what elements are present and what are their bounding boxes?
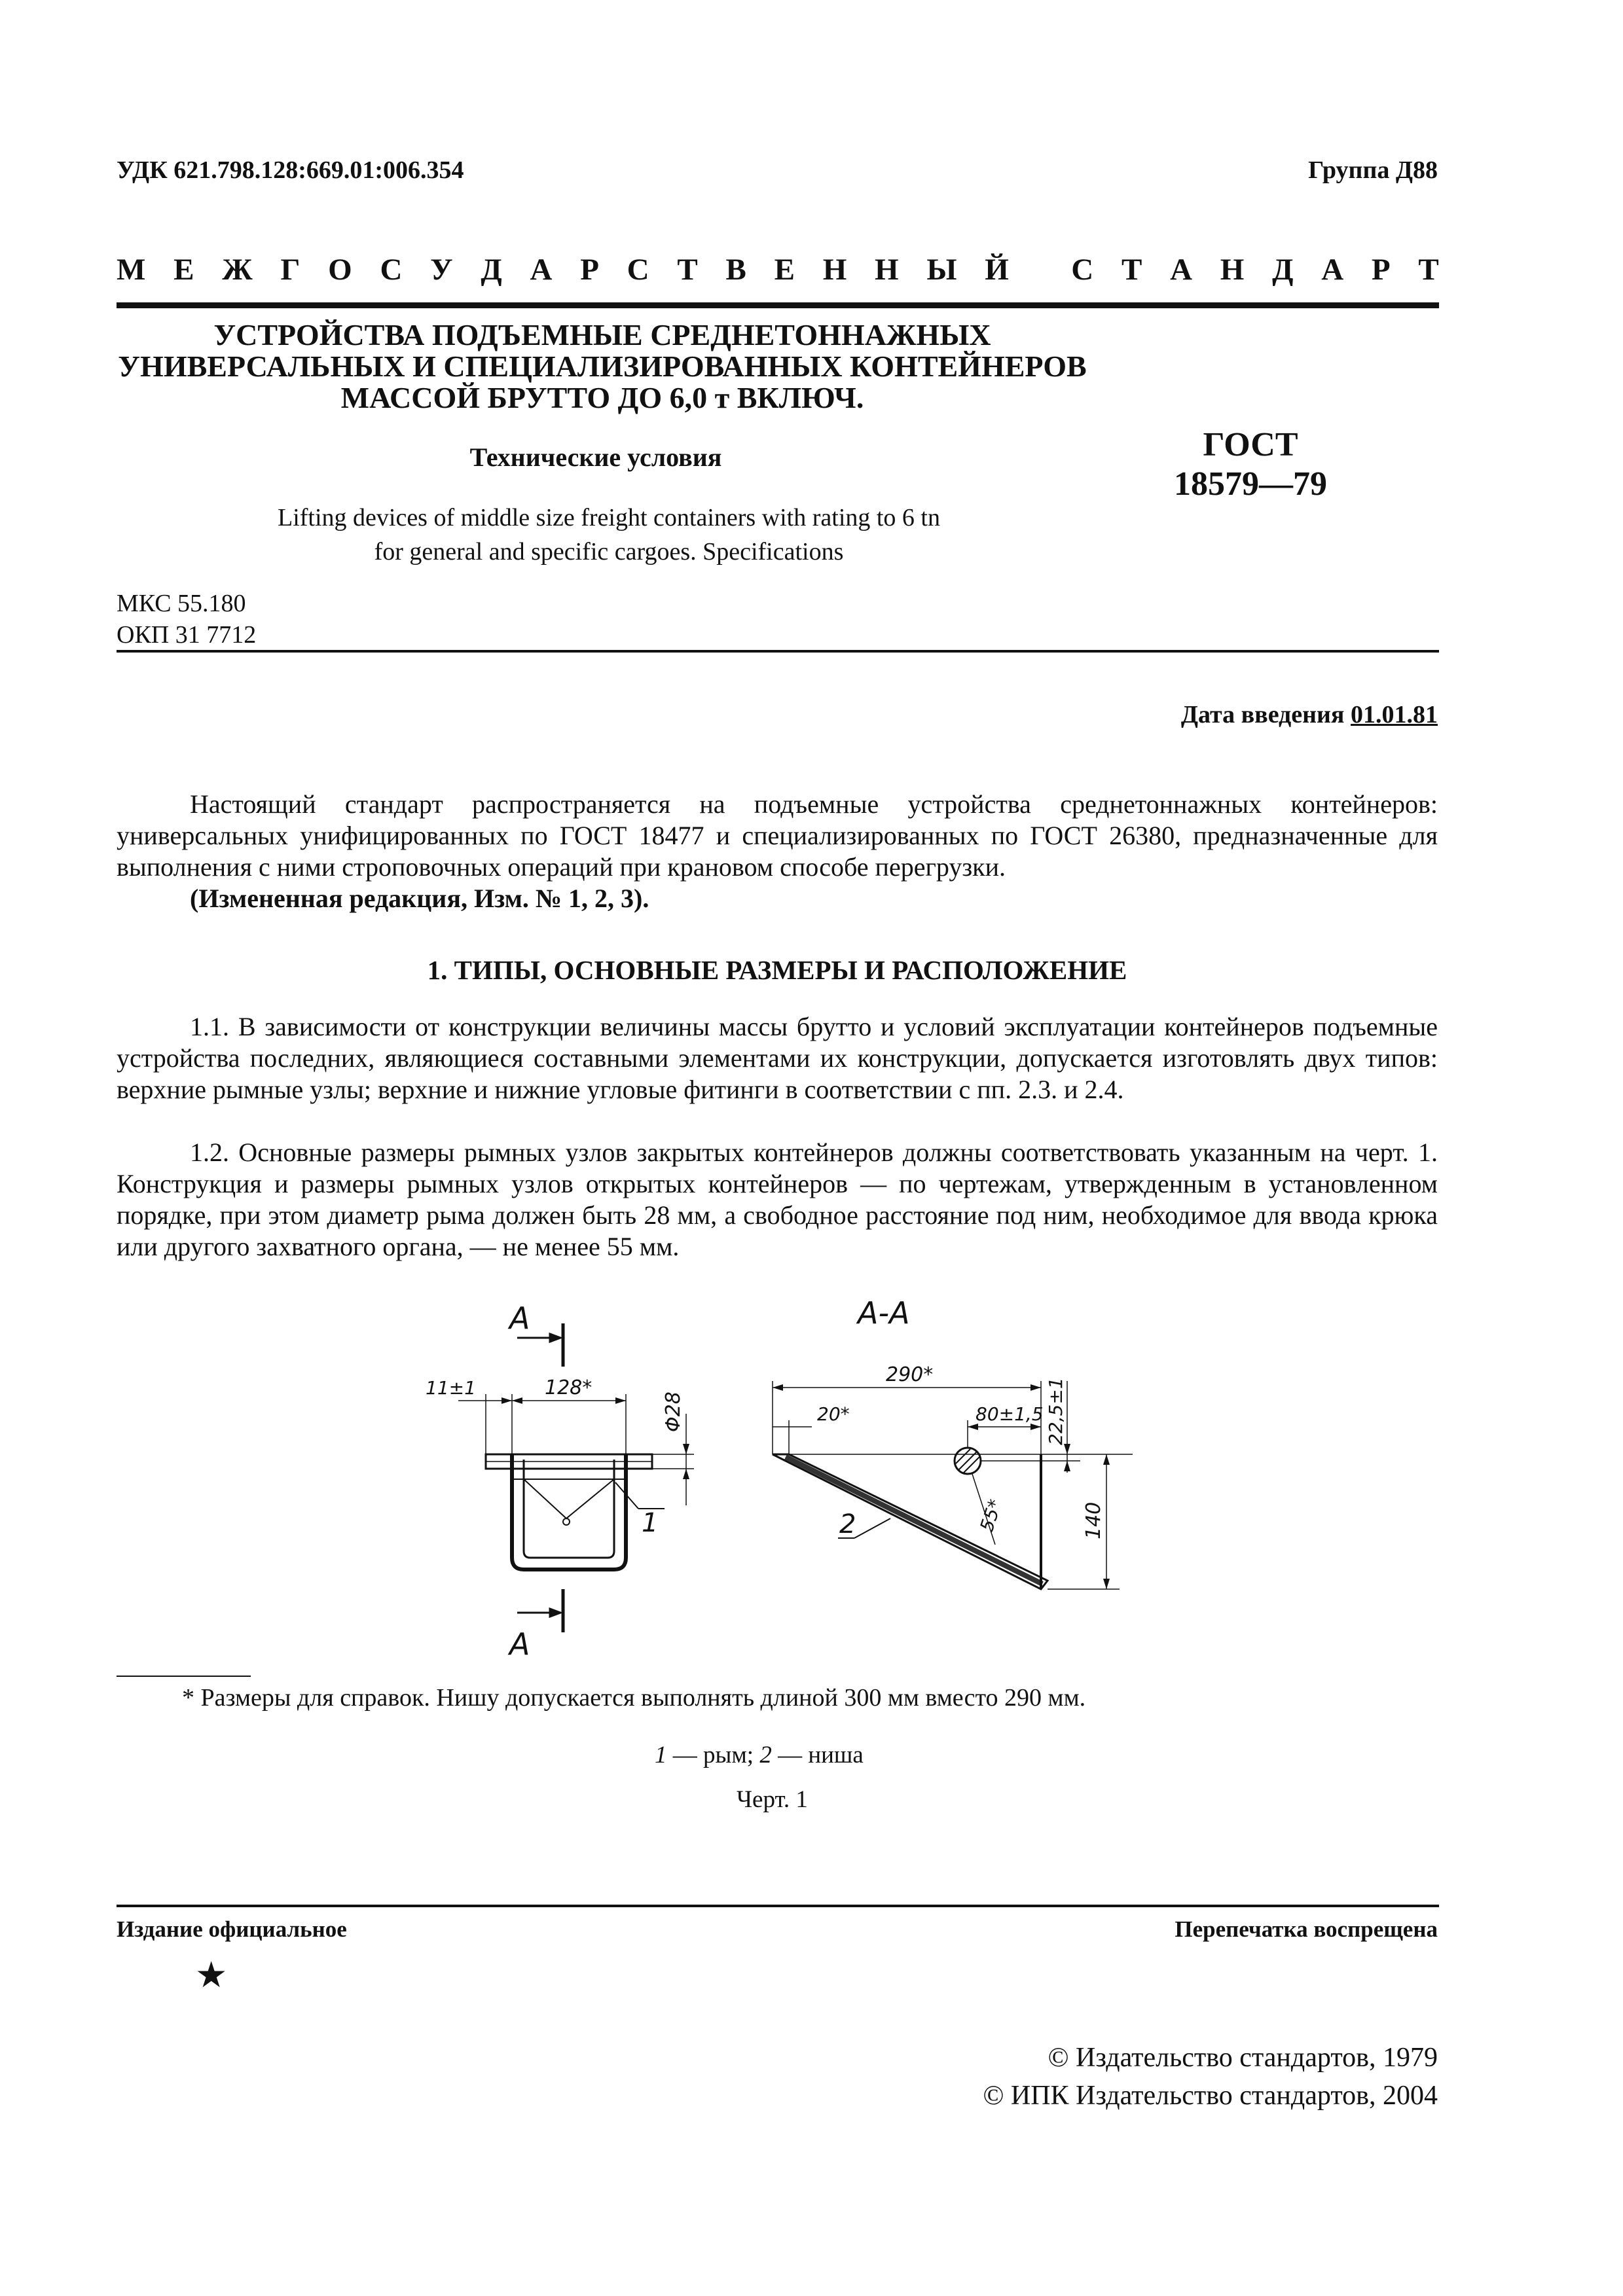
footer-rule	[117, 1905, 1439, 1907]
banner-letter: В	[725, 253, 746, 287]
banner-letter: С	[380, 253, 403, 287]
banner-letter: С	[627, 253, 649, 287]
introduction-date	[1181, 700, 1438, 729]
callout-2-label: 2	[839, 1509, 856, 1539]
banner-letter: А	[1170, 253, 1193, 287]
dim-128-label: 128*	[545, 1376, 593, 1399]
banner-letter: Е	[173, 253, 194, 287]
bracket-hole	[563, 1518, 570, 1525]
standard-banner	[117, 252, 1439, 287]
dim-11-label: 11±1	[426, 1377, 476, 1399]
legend-num-2: 2	[759, 1742, 772, 1768]
drawing-caption: Черт. 1	[737, 1786, 808, 1813]
title-line-1: УСТРОЙСТВА ПОДЪЕМНЫЕ СРЕДНЕТОННАЖНЫХ	[213, 318, 991, 351]
legend-num-1: 1	[655, 1742, 667, 1768]
banner-letter: А	[1321, 253, 1344, 287]
star-icon: ★	[195, 1955, 228, 1995]
official-edition: Издание официальное	[117, 1916, 347, 1942]
dim-140-label: 140	[1082, 1501, 1105, 1539]
dim-55-label: 55*	[976, 1496, 1006, 1535]
banner-letter: Н	[1220, 253, 1245, 287]
banner-letter: Г	[280, 253, 301, 287]
banner-letter: А	[530, 253, 553, 287]
drawing-legend	[655, 1741, 864, 1769]
clause-1-2: 1.2. Основные размеры рымных узлов закрытых контейнеров должны соответствовать указанным на черт. 1. Конструкция и размеры рымных узлов открытых контейнеров — по чертежам, утвержденным в установленном порядке, при этом диаметр рыма должен быть 28 мм, а свободное расстояние под ним, необходимое для ввода крюка или другого захватного органа, — не менее 55 мм.	[117, 1138, 1438, 1261]
banner-letter: О	[328, 253, 352, 287]
banner-letter: Н	[875, 253, 899, 287]
gost-number	[1139, 425, 1362, 504]
okp-code: ОКП 31 7712	[117, 621, 257, 649]
udk-code: УДК 621.798.128:669.01:006.354	[117, 156, 464, 184]
classification-codes	[117, 588, 256, 651]
banner-letter: Р	[1371, 253, 1391, 287]
banner-letter: Р	[580, 253, 599, 287]
legend-text-1: — рым;	[666, 1742, 760, 1768]
footnote: * Размеры для справок. Нишу допускается выполнять длиной 300 мм вместо 290 мм.	[182, 1684, 1086, 1712]
english-title	[131, 501, 1087, 569]
banner-letter: Е	[774, 253, 795, 287]
reprint-prohibited: Перепечатка воспрещена	[1175, 1916, 1438, 1942]
header-rule	[117, 650, 1439, 653]
date-label: Дата введения	[1180, 701, 1345, 728]
niche-hatch	[786, 1457, 1042, 1584]
banner-letter: Й	[985, 253, 1009, 287]
intro-paragraph: Настоящий стандарт распространяется на подъемные устройства среднетоннажных контейнеров: универсальных унифицированных по ГОСТ 18477 и специализированных по ГОСТ 26380, предназначенные для выполнения с ними строповочных операций при крановом способе перегрузки.	[117, 789, 1438, 882]
callout-1-label: 1	[642, 1508, 659, 1538]
bracket-inner	[524, 1460, 614, 1558]
section-mark-bottom: А	[509, 1626, 530, 1662]
section-arrow-bottom-head	[550, 1609, 560, 1617]
banner-letter: М	[117, 253, 146, 287]
document-subtitle: Технические условия	[469, 442, 722, 472]
dim-80-label: 80±1,5	[976, 1403, 1044, 1425]
document-title	[111, 319, 1093, 414]
title-line-3: МАССОЙ БРУТТО ДО 6,0 т ВКЛЮЧ.	[340, 381, 864, 414]
banner-letter: Д	[1272, 253, 1294, 287]
dim-290-label: 290*	[886, 1363, 934, 1386]
dim-22-label: 22,5±1	[1045, 1377, 1067, 1445]
banner-letter: Т	[1121, 253, 1142, 287]
bracket-outer	[512, 1455, 626, 1570]
gost-label: ГОСТ	[1203, 426, 1298, 463]
banner-letter: Ы	[926, 253, 957, 287]
banner-letter: У	[430, 253, 453, 287]
group-code: Группа Д88	[1308, 156, 1438, 184]
gost-code: 18579—79	[1174, 465, 1327, 503]
clause-1-1: 1.1. В зависимости от конструкции величины массы брутто и условий эксплуатации контейнеров подъемные устройства последних, являющиеся составными элементами их конструкции, допускается изготовлять двух типов: верхние рымные узлы; верхние и нижние угловые фитинги в соответствии с пп. 2.3. и 2.4.	[117, 1012, 1438, 1104]
english-title-line-2: for general and specific cargoes. Specifications	[374, 538, 844, 565]
section-mark-top: А	[509, 1300, 530, 1336]
copyright-2004: © ИПК Издательство стандартов, 2004	[983, 2081, 1438, 2111]
amendment-note: (Измененная редакция, Изм. № 1, 2, 3).	[190, 884, 649, 913]
english-title-line-1: Lifting devices of middle size freight containers with rating to 6 tn	[277, 504, 940, 531]
legend-text-2: — ниша	[771, 1742, 864, 1768]
banner-letter: Т	[677, 253, 698, 287]
banner-rule	[117, 302, 1439, 308]
section-heading: 1. ТИПЫ, ОСНОВНЫЕ РАЗМЕРЫ И РАСПОЛОЖЕНИЕ	[427, 955, 1127, 985]
banner-letter: Д	[481, 253, 502, 287]
banner-letter: Н	[822, 253, 847, 287]
section-view-label: А-А	[858, 1295, 910, 1331]
dim-20-label: 20*	[817, 1403, 850, 1425]
dim-phi28-label: Φ28	[662, 1391, 685, 1432]
bracket-gusset	[524, 1479, 614, 1518]
callout-2-leader	[854, 1518, 890, 1538]
copyright-1979: © Издательство стандартов, 1979	[1048, 2043, 1438, 2073]
banner-letter: С	[1071, 253, 1094, 287]
banner-gap	[1037, 252, 1044, 287]
date-value: 01.01.81	[1351, 701, 1438, 728]
section-arrow-top-head	[550, 1334, 560, 1342]
banner-letter: Т	[1418, 253, 1439, 287]
footnote-rule	[117, 1676, 251, 1677]
technical-drawing	[367, 1283, 1152, 1662]
mks-code: МКС 55.180	[117, 590, 246, 617]
title-line-2: УНИВЕРСАЛЬНЫХ И СПЕЦИАЛИЗИРОВАННЫХ КОНТЕЙНЕРОВ	[118, 350, 1087, 383]
banner-letter: Ж	[222, 253, 253, 287]
